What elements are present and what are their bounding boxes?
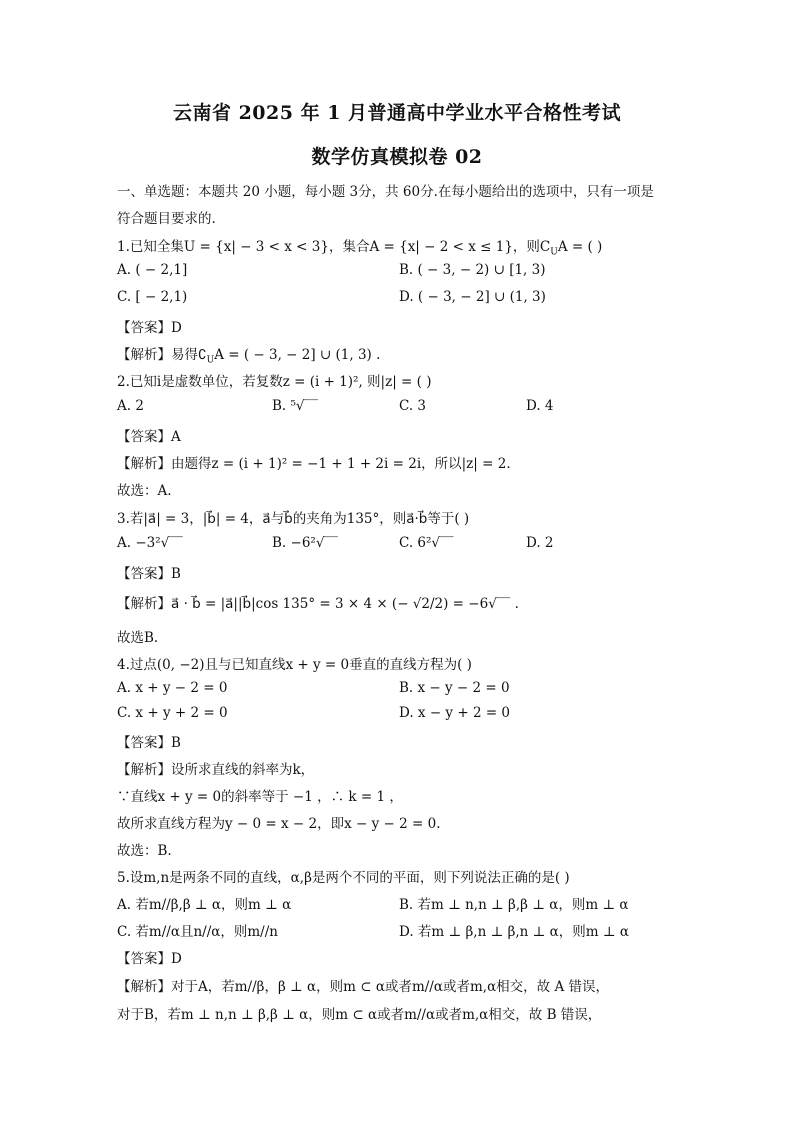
complement-subscript: U (206, 355, 215, 366)
question-3-stem: 3.若|a⃗| = 3，|b⃗| = 4，a⃗与b⃗的夹角为135°，则a⃗·b⃗等于( ) (117, 511, 470, 527)
question-5-answer: 【答案】D (117, 951, 182, 967)
question-3-option-b: B. −6²√‾‾ (272, 535, 338, 551)
question-1-analysis-end: A = ( − 3, − 2] ∪ (1, 3) . (214, 347, 381, 363)
question-1-stem-end: A = ( ) (557, 239, 603, 255)
question-1-stem (117, 235, 602, 258)
section-intro-cont: 符合题目要求的. (117, 211, 216, 227)
question-3-analysis: 【解析】a⃗ · b⃗ = |a⃗||b⃗|cos 135° = 3 × 4 × (− √2/2) = −6√‾‾ . (117, 596, 519, 612)
question-3-option-c: C. 6²√‾‾ (399, 535, 454, 551)
question-2-analysis: 【解析】由题得z = (i + 1)² = −1 + 1 + 2i = 2i，所以|z| = 2. (117, 456, 511, 472)
question-4-analysis-1: 【解析】设所求直线的斜率为k， (117, 762, 315, 778)
question-2-stem: 2.已知i是虚数单位，若复数z = (i + 1)², 则|z| = ( ) (117, 374, 432, 390)
question-2-option-c: C. 3 (399, 398, 427, 414)
question-1-option-d: D. ( − 3, − 2] ∪ (1, 3) (399, 289, 546, 305)
question-2-choice: 故选：A. (117, 483, 172, 499)
question-1-stem-text: 1.已知全集U = {x| − 3 < x < 3}，集合A = {x| − 2 < x ≤ 1}，则C (117, 239, 551, 255)
question-3-option-d: D. 2 (526, 535, 554, 551)
page-title: 云南省 2025 年 1 月普通高中学业水平合格性考试 (172, 102, 622, 124)
question-2-option-b: B. ⁵√‾‾ (272, 398, 319, 414)
question-5-option-c: C. 若m//α且n//α，则m//n (117, 924, 278, 940)
question-5-option-d: D. 若m ⊥ β,n ⊥ β,n ⊥ α，则m ⊥ α (399, 924, 629, 940)
question-5-analysis-1: 【解析】对于A，若m//β，β ⊥ α，则m ⊂ α或者m//α或者m,α相交，故 A 错误， (117, 979, 610, 995)
question-4-option-a: A. x + y − 2 = 0 (117, 680, 228, 696)
question-3-answer: 【答案】B (117, 566, 181, 582)
question-4-analysis-2: ∵直线x + y = 0的斜率等于 −1 ，∴ k = 1 ， (117, 789, 403, 805)
question-1-analysis (117, 343, 380, 366)
question-1-option-b: B. ( − 3, − 2) ∪ [1, 3) (399, 262, 546, 278)
question-2-option-d: D. 4 (526, 398, 554, 414)
question-5-option-a: A. 若m//β,β ⊥ α，则m ⊥ α (117, 897, 292, 913)
question-5-option-b: B. 若m ⊥ n,n ⊥ β,β ⊥ α，则m ⊥ α (399, 897, 629, 913)
question-1-answer: 【答案】D (117, 320, 182, 336)
question-4-option-b: B. x − y − 2 = 0 (399, 680, 510, 696)
question-4-stem: 4.过点(0, −2)且与已知直线x + y = 0垂直的直线方程为( ) (117, 657, 472, 673)
question-4-option-c: C. x + y + 2 = 0 (117, 705, 228, 721)
question-1-analysis-text: 【解析】易得∁ (117, 347, 207, 363)
question-1-option-a: A. ( − 2,1] (117, 262, 188, 278)
question-2-answer: 【答案】A (117, 429, 181, 445)
question-4-option-d: D. x − y + 2 = 0 (399, 705, 511, 721)
question-3-choice: 故选B. (117, 630, 159, 646)
question-4-analysis-3: 故所求直线方程为y − 0 = x − 2，即x − y − 2 = 0. (117, 816, 441, 832)
complement-subscript: U (550, 247, 558, 258)
section-intro: 一、单选题：本题共 20 小题，每小题 3分，共 60分.在每小题给出的选项中，只有一项是 (117, 184, 654, 200)
page-subtitle: 数学仿真模拟卷 02 (311, 146, 483, 168)
question-2-option-a: A. 2 (117, 398, 144, 414)
question-4-choice: 故选：B. (117, 843, 172, 859)
question-4-answer: 【答案】B (117, 735, 181, 751)
question-1-option-c: C. [ − 2,1) (117, 289, 188, 305)
question-5-analysis-2: 对于B，若m ⊥ n,n ⊥ β,β ⊥ α，则m ⊂ α或者m//α或者m,α相交，故 B 错误， (117, 1007, 602, 1023)
question-3-option-a: A. −3²√‾‾ (117, 535, 183, 551)
question-5-stem: 5.设m,n是两条不同的直线，α,β是两个不同的平面，则下列说法正确的是( ) (117, 870, 570, 886)
